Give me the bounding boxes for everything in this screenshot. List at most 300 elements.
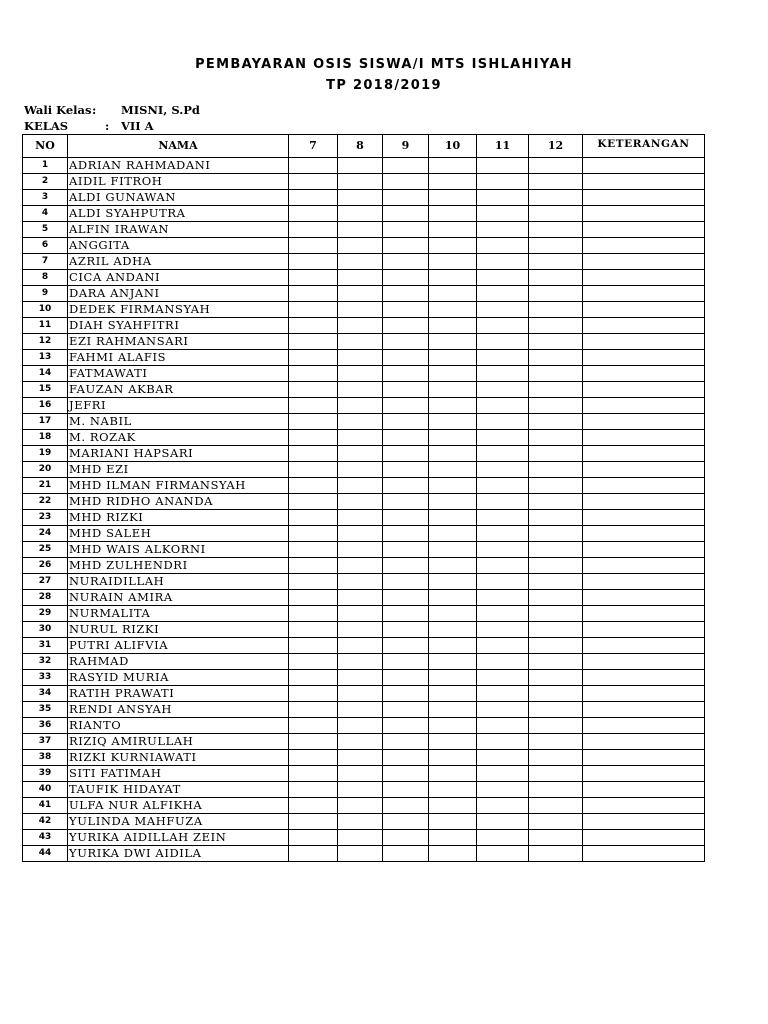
keterangan-cell: [583, 462, 705, 478]
payment-cell-month-11: [477, 734, 529, 750]
table-row: [23, 494, 705, 510]
payment-cell-month-10: [429, 638, 477, 654]
payment-cell-month-8: [338, 382, 383, 398]
row-number: 8: [23, 270, 68, 286]
payment-cell-month-10: [429, 270, 477, 286]
keterangan-cell: [583, 382, 705, 398]
payment-cell-month-8: [338, 750, 383, 766]
payment-cell-month-7: [289, 686, 338, 702]
payment-cell-month-12: [529, 398, 583, 414]
payment-cell-month-10: [429, 574, 477, 590]
payment-cell-month-7: [289, 190, 338, 206]
column-header-10: 10: [429, 135, 477, 158]
payment-cell-month-10: [429, 254, 477, 270]
payment-cell-month-9: [383, 350, 429, 366]
payment-cell-month-11: [477, 190, 529, 206]
table-row: [23, 574, 705, 590]
row-number: 18: [23, 430, 68, 446]
table-row: [23, 782, 705, 798]
row-number: 31: [23, 638, 68, 654]
student-name: MARIANI HAPSARI: [68, 446, 289, 462]
payment-cell-month-12: [529, 766, 583, 782]
keterangan-cell: [583, 222, 705, 238]
row-number: 6: [23, 238, 68, 254]
payment-cell-month-9: [383, 366, 429, 382]
keterangan-cell: [583, 814, 705, 830]
keterangan-cell: [583, 430, 705, 446]
payment-cell-month-7: [289, 622, 338, 638]
payment-cell-month-12: [529, 606, 583, 622]
payment-cell-month-10: [429, 382, 477, 398]
payment-cell-month-11: [477, 542, 529, 558]
payment-cell-month-11: [477, 398, 529, 414]
payment-cell-month-12: [529, 542, 583, 558]
payment-cell-month-7: [289, 254, 338, 270]
payment-cell-month-7: [289, 718, 338, 734]
payment-cell-month-11: [477, 382, 529, 398]
payment-cell-month-8: [338, 606, 383, 622]
student-name: DEDEK FIRMANSYAH: [68, 302, 289, 318]
payment-cell-month-10: [429, 414, 477, 430]
student-name: YULINDA MAHFUZA: [68, 814, 289, 830]
payment-cell-month-12: [529, 798, 583, 814]
table-row: [23, 558, 705, 574]
payment-cell-month-8: [338, 398, 383, 414]
payment-cell-month-11: [477, 302, 529, 318]
payment-cell-month-7: [289, 782, 338, 798]
payment-cell-month-9: [383, 622, 429, 638]
payment-cell-month-11: [477, 846, 529, 862]
payment-cell-month-10: [429, 590, 477, 606]
payment-cell-month-12: [529, 750, 583, 766]
student-name: MHD RIZKI: [68, 510, 289, 526]
table-row: [23, 430, 705, 446]
payment-cell-month-7: [289, 494, 338, 510]
row-number: 19: [23, 446, 68, 462]
payment-cell-month-12: [529, 302, 583, 318]
table-row: [23, 206, 705, 222]
payment-cell-month-8: [338, 638, 383, 654]
payment-cell-month-9: [383, 734, 429, 750]
payment-cell-month-9: [383, 174, 429, 190]
table-row: [23, 174, 705, 190]
payment-cell-month-8: [338, 654, 383, 670]
student-name: M. NABIL: [68, 414, 289, 430]
payment-cell-month-8: [338, 798, 383, 814]
payment-cell-month-9: [383, 702, 429, 718]
table-row: [23, 654, 705, 670]
table-row: [23, 334, 705, 350]
payment-cell-month-12: [529, 334, 583, 350]
payment-cell-month-7: [289, 766, 338, 782]
payment-cell-month-9: [383, 846, 429, 862]
payment-cell-month-12: [529, 510, 583, 526]
payment-cell-month-7: [289, 286, 338, 302]
payment-cell-month-9: [383, 430, 429, 446]
student-name: TAUFIK HIDAYAT: [68, 782, 289, 798]
payment-cell-month-10: [429, 526, 477, 542]
row-number: 28: [23, 590, 68, 606]
payment-cell-month-9: [383, 670, 429, 686]
payment-cell-month-7: [289, 638, 338, 654]
payment-cell-month-12: [529, 318, 583, 334]
payment-cell-month-10: [429, 478, 477, 494]
payment-cell-month-11: [477, 318, 529, 334]
payment-cell-month-10: [429, 558, 477, 574]
table-row: [23, 190, 705, 206]
keterangan-cell: [583, 654, 705, 670]
payment-cell-month-8: [338, 766, 383, 782]
payment-cell-month-7: [289, 558, 338, 574]
payment-cell-month-8: [338, 510, 383, 526]
payment-cell-month-11: [477, 446, 529, 462]
student-name: JEFRI: [68, 398, 289, 414]
payment-cell-month-7: [289, 334, 338, 350]
table-row: [23, 222, 705, 238]
payment-cell-month-11: [477, 350, 529, 366]
payment-cell-month-7: [289, 462, 338, 478]
row-number: 30: [23, 622, 68, 638]
row-number: 9: [23, 286, 68, 302]
payment-cell-month-8: [338, 718, 383, 734]
row-number: 36: [23, 718, 68, 734]
keterangan-cell: [583, 414, 705, 430]
keterangan-cell: [583, 238, 705, 254]
row-number: 27: [23, 574, 68, 590]
payment-cell-month-10: [429, 606, 477, 622]
payment-cell-month-9: [383, 254, 429, 270]
payment-cell-month-10: [429, 398, 477, 414]
payment-cell-month-11: [477, 286, 529, 302]
payment-cell-month-7: [289, 158, 338, 174]
payment-cell-month-8: [338, 158, 383, 174]
keterangan-cell: [583, 542, 705, 558]
payment-cell-month-7: [289, 446, 338, 462]
payment-cell-month-8: [338, 478, 383, 494]
payment-cell-month-11: [477, 254, 529, 270]
payment-cell-month-11: [477, 558, 529, 574]
row-number: 44: [23, 846, 68, 862]
payment-cell-month-7: [289, 302, 338, 318]
payment-cell-month-11: [477, 654, 529, 670]
student-name: CICA ANDANI: [68, 270, 289, 286]
row-number: 14: [23, 366, 68, 382]
payment-cell-month-9: [383, 766, 429, 782]
table-row: [23, 270, 705, 286]
kelas-label: KELAS: [24, 119, 69, 133]
payment-cell-month-11: [477, 590, 529, 606]
row-number: 5: [23, 222, 68, 238]
keterangan-cell: [583, 174, 705, 190]
table-row: [23, 526, 705, 542]
student-name: MHD WAIS ALKORNI: [68, 542, 289, 558]
payment-cell-month-12: [529, 478, 583, 494]
payment-cell-month-12: [529, 574, 583, 590]
payment-cell-month-12: [529, 638, 583, 654]
student-name: DIAH SYAHFITRI: [68, 318, 289, 334]
table-body: [23, 158, 705, 862]
payment-cell-month-9: [383, 494, 429, 510]
payment-cell-month-7: [289, 350, 338, 366]
row-number: 37: [23, 734, 68, 750]
payment-cell-month-9: [383, 446, 429, 462]
payment-cell-month-9: [383, 414, 429, 430]
payment-cell-month-7: [289, 414, 338, 430]
keterangan-cell: [583, 302, 705, 318]
row-number: 38: [23, 750, 68, 766]
payment-cell-month-10: [429, 190, 477, 206]
row-number: 2: [23, 174, 68, 190]
payment-cell-month-9: [383, 158, 429, 174]
page-subtitle: TP 2018/2019: [326, 78, 442, 93]
payment-cell-month-11: [477, 606, 529, 622]
student-name: SITI FATIMAH: [68, 766, 289, 782]
payment-cell-month-11: [477, 430, 529, 446]
payment-cell-month-10: [429, 750, 477, 766]
table-row: [23, 606, 705, 622]
row-number: 26: [23, 558, 68, 574]
table-row: [23, 670, 705, 686]
payment-cell-month-12: [529, 462, 583, 478]
payment-cell-month-11: [477, 510, 529, 526]
payment-cell-month-12: [529, 206, 583, 222]
payment-cell-month-7: [289, 542, 338, 558]
payment-cell-month-10: [429, 654, 477, 670]
payment-cell-month-11: [477, 766, 529, 782]
keterangan-cell: [583, 718, 705, 734]
payment-cell-month-8: [338, 574, 383, 590]
payment-cell-month-11: [477, 174, 529, 190]
payment-cell-month-9: [383, 718, 429, 734]
table-row: [23, 814, 705, 830]
keterangan-cell: [583, 798, 705, 814]
row-number: 15: [23, 382, 68, 398]
table-row: [23, 542, 705, 558]
payment-cell-month-10: [429, 462, 477, 478]
keterangan-cell: [583, 830, 705, 846]
payment-cell-month-12: [529, 270, 583, 286]
payment-cell-month-8: [338, 734, 383, 750]
payment-cell-month-7: [289, 526, 338, 542]
payment-cell-month-11: [477, 782, 529, 798]
keterangan-cell: [583, 606, 705, 622]
payment-cell-month-9: [383, 750, 429, 766]
row-number: 7: [23, 254, 68, 270]
payment-cell-month-7: [289, 606, 338, 622]
table-row: [23, 446, 705, 462]
student-name: ANGGITA: [68, 238, 289, 254]
table-row: [23, 254, 705, 270]
keterangan-cell: [583, 158, 705, 174]
payment-cell-month-12: [529, 846, 583, 862]
keterangan-cell: [583, 750, 705, 766]
payment-table: [22, 134, 705, 862]
column-header-nama: NAMA: [68, 135, 289, 158]
student-name: RENDI ANSYAH: [68, 702, 289, 718]
row-number: 35: [23, 702, 68, 718]
payment-cell-month-9: [383, 814, 429, 830]
payment-cell-month-10: [429, 686, 477, 702]
student-name: ADRIAN RAHMADANI: [68, 158, 289, 174]
payment-cell-month-10: [429, 782, 477, 798]
payment-cell-month-11: [477, 366, 529, 382]
payment-cell-month-7: [289, 670, 338, 686]
payment-cell-month-8: [338, 670, 383, 686]
payment-cell-month-10: [429, 158, 477, 174]
payment-cell-month-7: [289, 382, 338, 398]
payment-cell-month-10: [429, 734, 477, 750]
keterangan-cell: [583, 286, 705, 302]
table-row: [23, 398, 705, 414]
payment-cell-month-7: [289, 574, 338, 590]
payment-cell-month-11: [477, 670, 529, 686]
row-number: 32: [23, 654, 68, 670]
payment-cell-month-10: [429, 670, 477, 686]
table-row: [23, 414, 705, 430]
keterangan-cell: [583, 494, 705, 510]
payment-cell-month-12: [529, 782, 583, 798]
payment-cell-month-8: [338, 366, 383, 382]
table-row: [23, 830, 705, 846]
payment-cell-month-9: [383, 782, 429, 798]
payment-cell-month-11: [477, 830, 529, 846]
payment-cell-month-8: [338, 446, 383, 462]
payment-cell-month-8: [338, 686, 383, 702]
payment-cell-month-10: [429, 318, 477, 334]
payment-cell-month-9: [383, 478, 429, 494]
payment-cell-month-10: [429, 814, 477, 830]
payment-cell-month-10: [429, 302, 477, 318]
payment-cell-month-8: [338, 830, 383, 846]
payment-cell-month-8: [338, 526, 383, 542]
payment-cell-month-10: [429, 286, 477, 302]
payment-cell-month-12: [529, 734, 583, 750]
payment-cell-month-8: [338, 590, 383, 606]
payment-cell-month-11: [477, 526, 529, 542]
student-name: EZI RAHMANSARI: [68, 334, 289, 350]
payment-cell-month-7: [289, 222, 338, 238]
student-name: ALDI SYAHPUTRA: [68, 206, 289, 222]
payment-cell-month-9: [383, 558, 429, 574]
table-row: [23, 798, 705, 814]
keterangan-cell: [583, 558, 705, 574]
payment-cell-month-9: [383, 686, 429, 702]
student-name: M. ROZAK: [68, 430, 289, 446]
payment-cell-month-11: [477, 334, 529, 350]
payment-cell-month-10: [429, 334, 477, 350]
student-name: AZRIL ADHA: [68, 254, 289, 270]
keterangan-cell: [583, 478, 705, 494]
payment-cell-month-11: [477, 718, 529, 734]
keterangan-cell: [583, 254, 705, 270]
student-name: MHD ZULHENDRI: [68, 558, 289, 574]
kelas-separator: :: [105, 119, 110, 133]
keterangan-cell: [583, 190, 705, 206]
payment-cell-month-12: [529, 414, 583, 430]
kelas-value: VII A: [121, 119, 154, 133]
keterangan-cell: [583, 702, 705, 718]
payment-cell-month-7: [289, 238, 338, 254]
table-row: [23, 318, 705, 334]
keterangan-cell: [583, 334, 705, 350]
student-name: ULFA NUR ALFIKHA: [68, 798, 289, 814]
payment-cell-month-10: [429, 206, 477, 222]
payment-cell-month-11: [477, 814, 529, 830]
payment-cell-month-7: [289, 702, 338, 718]
payment-cell-month-12: [529, 702, 583, 718]
column-header-no: NO: [23, 135, 68, 158]
payment-cell-month-10: [429, 174, 477, 190]
payment-cell-month-11: [477, 574, 529, 590]
keterangan-cell: [583, 318, 705, 334]
keterangan-cell: [583, 398, 705, 414]
row-number: 34: [23, 686, 68, 702]
payment-cell-month-12: [529, 590, 583, 606]
column-header-9: 9: [383, 135, 429, 158]
payment-cell-month-8: [338, 318, 383, 334]
column-header-8: 8: [338, 135, 383, 158]
keterangan-cell: [583, 670, 705, 686]
table-row: [23, 590, 705, 606]
keterangan-cell: [583, 350, 705, 366]
payment-cell-month-8: [338, 254, 383, 270]
table-row: [23, 462, 705, 478]
student-name: PUTRI ALIFVIA: [68, 638, 289, 654]
payment-cell-month-8: [338, 702, 383, 718]
payment-cell-month-7: [289, 206, 338, 222]
table-row: [23, 302, 705, 318]
payment-cell-month-7: [289, 398, 338, 414]
payment-cell-month-10: [429, 446, 477, 462]
row-number: 13: [23, 350, 68, 366]
payment-cell-month-12: [529, 718, 583, 734]
keterangan-cell: [583, 574, 705, 590]
row-number: 41: [23, 798, 68, 814]
student-name: RATIH PRAWATI: [68, 686, 289, 702]
row-number: 21: [23, 478, 68, 494]
payment-cell-month-9: [383, 318, 429, 334]
payment-cell-month-12: [529, 174, 583, 190]
row-number: 4: [23, 206, 68, 222]
row-number: 3: [23, 190, 68, 206]
payment-cell-month-9: [383, 334, 429, 350]
table-row: [23, 622, 705, 638]
payment-cell-month-12: [529, 558, 583, 574]
table-row: [23, 286, 705, 302]
row-number: 42: [23, 814, 68, 830]
student-name: MHD EZI: [68, 462, 289, 478]
keterangan-cell: [583, 846, 705, 862]
column-header-7: 7: [289, 135, 338, 158]
payment-cell-month-8: [338, 334, 383, 350]
payment-cell-month-8: [338, 814, 383, 830]
keterangan-cell: [583, 638, 705, 654]
table-row: [23, 718, 705, 734]
payment-cell-month-11: [477, 222, 529, 238]
payment-cell-month-12: [529, 686, 583, 702]
row-number: 1: [23, 158, 68, 174]
payment-cell-month-8: [338, 414, 383, 430]
keterangan-cell: [583, 270, 705, 286]
payment-cell-month-10: [429, 718, 477, 734]
payment-cell-month-12: [529, 254, 583, 270]
payment-cell-month-10: [429, 222, 477, 238]
payment-cell-month-10: [429, 846, 477, 862]
payment-cell-month-10: [429, 494, 477, 510]
payment-cell-month-9: [383, 382, 429, 398]
payment-cell-month-11: [477, 462, 529, 478]
keterangan-cell: [583, 366, 705, 382]
